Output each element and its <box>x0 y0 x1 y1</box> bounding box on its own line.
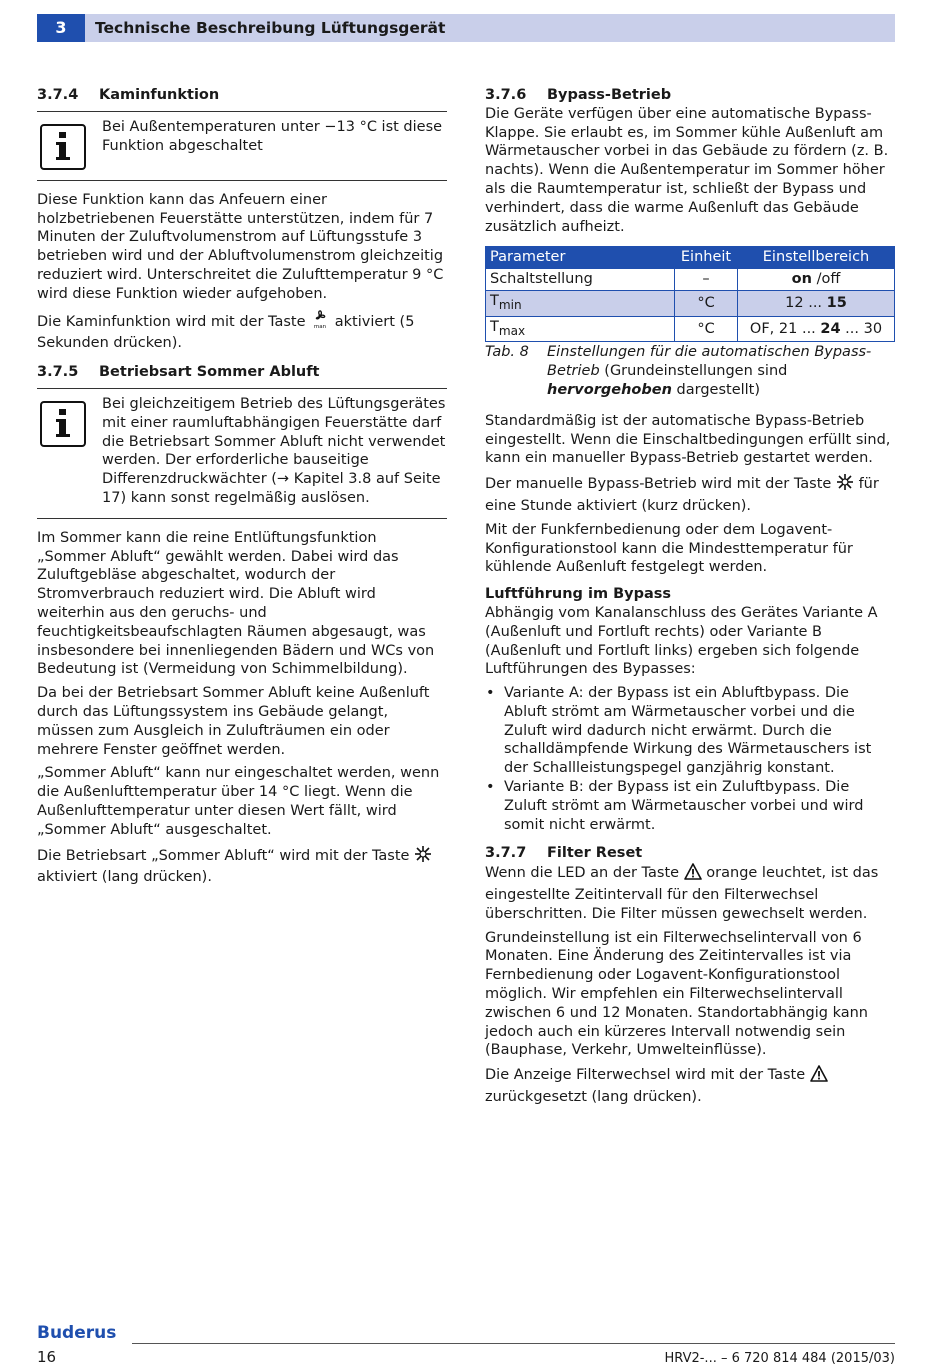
cell-text: 12 ... <box>785 294 827 311</box>
svg-text:man: man <box>314 323 327 329</box>
param-symbol: T <box>490 292 499 309</box>
bypass-settings-table <box>485 246 895 342</box>
table-header: Parameter <box>486 247 675 269</box>
section-heading <box>485 844 895 863</box>
param-subscript: max <box>498 323 526 338</box>
table-cell <box>486 316 675 342</box>
table-cell: °C <box>675 316 738 342</box>
paragraph: Im Sommer kann die reine Entlüftungsfunktion „Sommer Abluft“ gewählt werden. Dabei wird das Zuluftgebläse abgeschaltet, wodurch der Stromverbrauch reduziert wird. Die Abluft wird weiterhin aus den geruchs- und feuchtigkeitsbeaufschlagten Räumen abgesaugt, was insbesondere bei innenliegenden Bädern und WCs von Bedeutung ist (Vermeidung von Schimmelbildung). <box>37 529 435 678</box>
page-number: 16 <box>37 1348 57 1366</box>
paragraph: Die Geräte verfügen über eine automatische Bypass-Klappe. Sie erlaubt es, im Sommer kühle Außenluft am Wärmetauscher vorbei in das Gebäude zu fördern (z. B. nachts). Wenn die Außentemperatur im Sommer höher als die Raumtemperatur ist, schließt der Bypass und verhindert, dass die warme Außenluft das Gebäude zusätzlich aufheizt. <box>485 105 889 235</box>
table-cell: °C <box>675 290 738 316</box>
table-cell: Schaltstellung <box>486 269 675 291</box>
default-value: 24 <box>820 320 841 337</box>
text-span: aktiviert (5 Sekunden drücken). <box>37 313 415 352</box>
paragraph <box>485 473 895 516</box>
text-span: Der manuelle Bypass-Betrieb wird mit der Taste <box>485 476 832 493</box>
table-header: Einstellbereich <box>738 247 895 269</box>
section-title: Bypass-Betrieb <box>547 87 672 103</box>
table-caption <box>485 343 895 399</box>
caption-part: dargestellt) <box>671 381 761 398</box>
text-span: orange leuchtet, ist das eingestellte Zeitintervall für den Filterwechsel überschritten. Die Filter müssen gewechselt werden. <box>485 865 879 922</box>
cell-text: ... 30 <box>840 320 883 337</box>
list-item: • Variante A: der Bypass ist ein Abluftbypass. Die Abluft strömt am Wärmetauscher vorbei und die Zuluft wird dadurch nicht erwärmt. Durch die schalldämpfende Wirkung des Wärmetauschers ist der Schallleistungspegel ganzjährig konstant. <box>485 684 895 778</box>
warning-triangle-icon <box>684 863 702 886</box>
info-icon <box>40 124 86 170</box>
footer-divider <box>132 1343 895 1344</box>
paragraph: „Sommer Abluft“ kann nur eingeschaltet werden, wenn die Außenlufttemperatur über 14 °C liegt. Wenn die Außenlufttemperatur unter diesen Wert fällt, wird „Sommer Abluft“ ausgeschaltet. <box>37 765 440 838</box>
paragraph <box>37 309 447 354</box>
text-span: Die Kaminfunktion wird mit der Taste <box>37 313 306 330</box>
paragraph <box>37 845 447 888</box>
paragraph: Grundeinstellung ist ein Filterwechselintervall von 6 Monaten. Eine Änderung des Zeitintervalles ist via Fernbedienung oder Logavent-Konfigurationstool möglich. Wir empfehlen ein Filterwechselintervall zwischen 6 und 12 Monaten. Standortabhängig kann jedoch auch ein kürzeres Intervall notwendig sein (Bauphase, Verkehr, Umwelteinflüsse). <box>485 929 868 1059</box>
paragraph: Abhängig vom Kanalanschluss des Gerätes Variante A (Außenluft und Fortluft rechts) oder Variante B (Außenluft und Fortluft links) ergeben sich folgende Luftführungen des Bypasses: <box>485 604 878 678</box>
chapter-number: 3 <box>37 14 85 42</box>
section-number: 3.7.7 <box>485 845 527 862</box>
section-heading <box>37 363 447 382</box>
left-column <box>37 86 447 892</box>
table-cell <box>738 316 895 342</box>
snowflake-sun-key-icon <box>836 473 854 497</box>
section-title: Filter Reset <box>547 845 643 862</box>
right-column <box>485 86 895 1112</box>
chapter-title: Technische Beschreibung Lüftungsgerät <box>95 19 446 37</box>
text-span: Wenn die LED an der Taste <box>485 865 680 882</box>
section-number: 3.7.6 <box>485 87 527 103</box>
paragraph <box>485 1065 895 1107</box>
section-heading <box>485 86 895 105</box>
info-icon <box>40 401 86 447</box>
section-title: Kaminfunktion <box>99 87 220 103</box>
table-header-row <box>486 247 895 269</box>
warning-triangle-icon <box>810 1065 828 1088</box>
table-cell <box>738 290 895 316</box>
text-span: aktiviert (lang drücken). <box>37 869 212 886</box>
text-span: für eine Stunde aktiviert (kurz drücken). <box>485 476 879 514</box>
info-note <box>37 111 447 181</box>
table-cell: – <box>675 269 738 291</box>
table-row <box>486 269 895 291</box>
snowflake-sun-key-icon <box>414 845 432 869</box>
table-cell <box>738 269 895 291</box>
section-3-7-7 <box>485 844 895 1106</box>
paragraph <box>485 863 895 923</box>
list-item: • Variante B: der Bypass ist ein Zuluftbypass. Die Zuluft strömt am Wärmetauscher vorbei und wird somit nicht erwärmt. <box>485 778 895 834</box>
table-row <box>486 316 895 342</box>
fan-man-key-icon <box>310 309 330 335</box>
note-text: Bei Außentemperaturen unter −13 °C ist diese Funktion abgeschaltet <box>102 118 443 154</box>
section-title: Betriebsart Sommer Abluft <box>99 364 320 381</box>
text-span: zurückgesetzt (lang drücken). <box>485 1089 702 1106</box>
section-3-7-6 <box>485 86 895 834</box>
bullet-list <box>485 684 895 834</box>
section-3-7-5 <box>37 363 447 887</box>
param-symbol: T <box>490 318 499 335</box>
default-value: on <box>791 271 812 288</box>
section-3-7-4 <box>37 86 447 353</box>
document-id: HRV2-... – 6 720 814 484 (2015/03) <box>664 1351 895 1366</box>
paragraph: Mit der Funkfernbedienung oder dem Logavent-Konfigurationstool kann die Mindesttemperatur für kühlende Außenluft festgelegt werden. <box>485 521 853 576</box>
default-value: 15 <box>826 294 847 311</box>
subheading: Luftführung im Bypass <box>485 586 672 603</box>
cell-text: OF, 21 ... <box>749 320 821 337</box>
text-span: Die Anzeige Filterwechsel wird mit der Taste <box>485 1067 806 1084</box>
table-header: Einheit <box>675 247 738 269</box>
paragraph: Diese Funktion kann das Anfeuern einer holzbetriebenen Feuerstätte unterstützen, indem für 7 Minuten der Zuluftvolumenstrom auf Lüftungsstufe 3 betrieben wird und der Abluftvolumenstrom gleichzeitig reduziert wird. Unterschreitet die Zulufttemperatur 9 °C wird diese Funktion wieder aufgehoben. <box>37 191 444 302</box>
section-number: 3.7.4 <box>37 87 79 103</box>
caption-part: Einstellungen für die automatischen Bypass-Betrieb <box>547 344 872 380</box>
info-note <box>37 388 447 519</box>
brand-logo: Buderus <box>37 1323 117 1343</box>
caption-bold: hervorgehoben <box>547 381 672 398</box>
paragraph: Da bei der Betriebsart Sommer Abluft keine Außenluft durch das Lüftungssystem ins Gebäude gelangt, müssen zum Ausgleich in Zulufträumen ein oder mehrere Fenster geöffnet werden. <box>37 685 430 758</box>
chapter-header <box>37 14 895 42</box>
section-number: 3.7.5 <box>37 364 79 381</box>
table-cell <box>486 290 675 316</box>
caption-text <box>547 343 895 399</box>
note-text: Bei gleichzeitigem Betrieb des Lüftungsgerätes mit einer raumluftabhängigen Feuerstätte darf die Betriebsart Sommer Abluft nicht verwendet werden. Der erforderliche bauseitige Differenzdruckwächter (→ Kapitel 3.8 auf Seite 17) kann sonst regelmäßig auslösen. <box>102 395 446 506</box>
text-span: Die Betriebsart „Sommer Abluft“ wird mit der Taste <box>37 847 410 864</box>
section-heading <box>37 86 447 105</box>
paragraph: Standardmäßig ist der automatische Bypass-Betrieb eingestellt. Wenn die Einschaltbedingungen erfüllt sind, kann ein manueller Bypass-Betrieb gestartet werden. <box>485 412 891 467</box>
caption-part: (Grundeinstellungen sind <box>599 363 788 380</box>
cell-text: /off <box>811 271 841 288</box>
caption-label: Tab. 8 <box>485 344 529 361</box>
table-row <box>486 290 895 316</box>
param-subscript: min <box>498 297 522 312</box>
